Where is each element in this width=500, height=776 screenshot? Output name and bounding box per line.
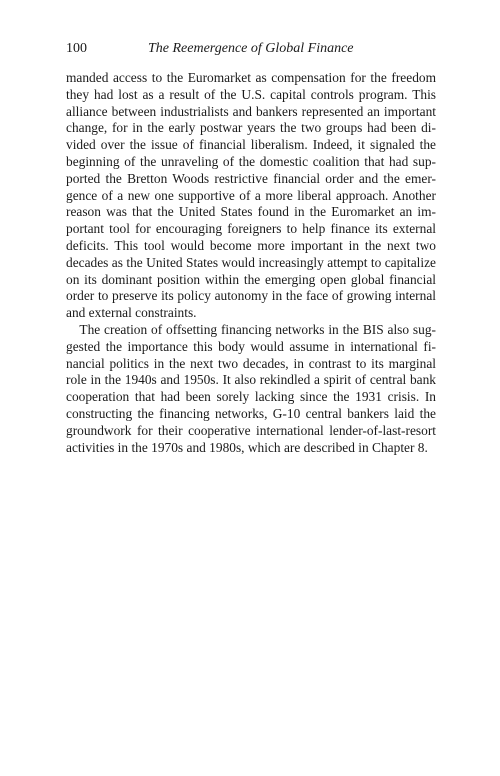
text-line: beginning of the unraveling of the domestic coalition that had sup- <box>66 153 436 169</box>
text-line: order to preserve its policy autonomy in the face of growing internal <box>66 288 436 304</box>
text-line: vided over the issue of financial liberalism. Indeed, it signaled the <box>66 137 436 153</box>
text-line: they had lost as a result of the U.S. capital controls program. This <box>66 86 436 102</box>
running-title: The Reemergence of Global Finance <box>148 41 354 56</box>
text-line: decades as the United States would increasingly attempt to capitalize <box>66 254 436 270</box>
paragraph-1 <box>66 70 436 322</box>
text-line: cooperation that had been sorely lacking since the 1931 crisis. In <box>66 389 436 405</box>
text-line: deficits. This tool would become more important in the next two <box>66 237 436 253</box>
page-number: 100 <box>66 41 87 56</box>
text-line: portant tool for encouraging foreigners to help finance its external <box>66 221 436 237</box>
body-text <box>66 70 436 456</box>
text-line: role in the 1940s and 1950s. It also rekindled a spirit of central bank <box>66 372 436 388</box>
paragraph-2 <box>66 322 436 456</box>
text-line: nancial politics in the next two decades, in contrast to its marginal <box>66 355 436 371</box>
text-line: gence of a new one supportive of a more liberal approach. Another <box>66 187 436 203</box>
text-line: manded access to the Euromarket as compensation for the freedom <box>66 70 436 85</box>
text-line: change, for in the early postwar years the two groups had been di- <box>66 120 436 136</box>
text-line: and external constraints. <box>66 305 197 321</box>
text-line: constructing the financing networks, G-10 central bankers laid the <box>66 405 436 421</box>
text-line: gested the importance this body would assume in international fi- <box>66 338 436 354</box>
text-line: alliance between industrialists and bankers represented an important <box>66 103 436 119</box>
text-line: ported the Bretton Woods restrictive financial order and the emer- <box>66 170 436 186</box>
text-line: activities in the 1970s and 1980s, which are described in Chapter 8. <box>66 439 428 455</box>
text-line: groundwork for their cooperative international lender-of-last-resort <box>66 422 436 438</box>
running-head <box>66 40 436 58</box>
text-line: reason was that the United States found in the Euromarket an im- <box>66 204 436 220</box>
text-line: The creation of offsetting financing networks in the BIS also sug- <box>79 321 436 337</box>
text-line: on its dominant position within the emerging open global financial <box>66 271 436 287</box>
